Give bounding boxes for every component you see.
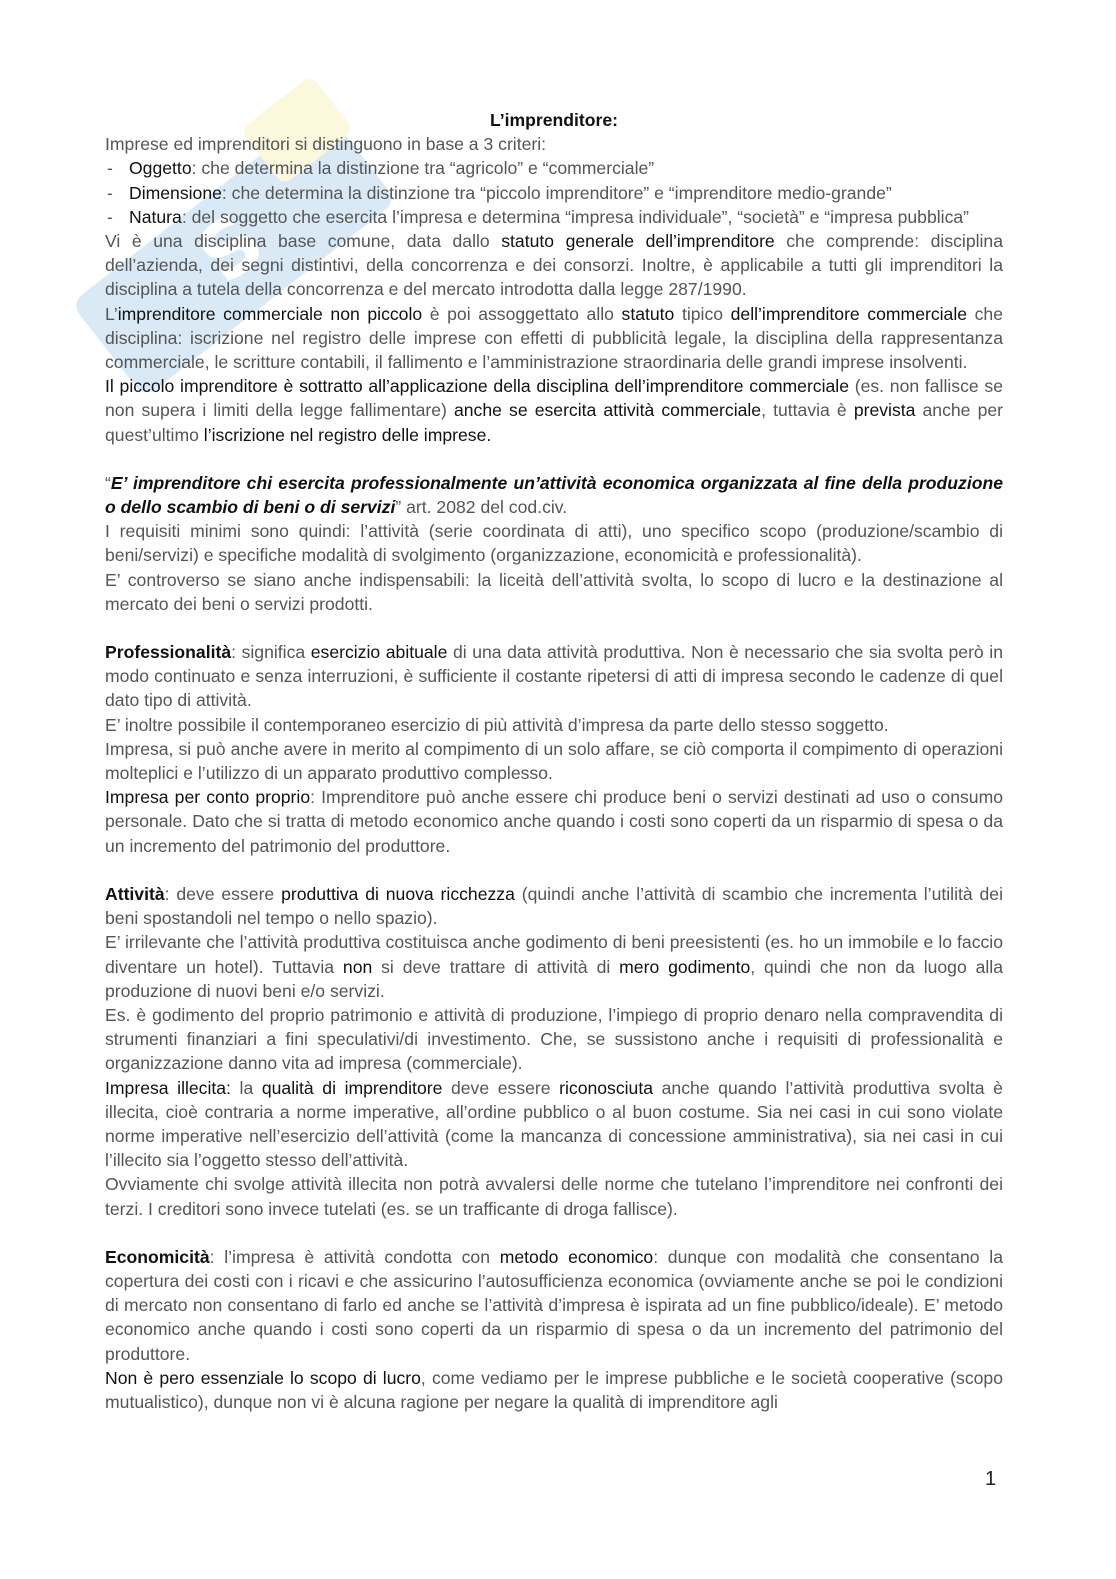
paragraph-scopo-lucro: Non è pero essenziale lo scopo di lucro, come vediamo per le imprese pubbliche e le società cooperative (scopo mutualistico), dunque non vi è alcuna ragione per negare la qualità di imprenditore agli [105, 1367, 1003, 1412]
svg-text:S: S [181, 196, 282, 302]
paragraph-imprenditore-commerciale: L’imprenditore commerciale non piccolo è poi assoggettato allo statuto tipico dell’imprenditore commerciale che disciplina: iscrizione nel registro delle imprese con effetti di pubblicità legale, la disciplina della rappresentanza commerciale, le scritture contabili, il fallimento e l’amministrazione straordinaria delle grandi imprese insolventi. [105, 303, 1003, 373]
criterion-term: Natura [129, 206, 182, 227]
paragraph-statuto-generale: Vi è una disciplina base comune, data dallo statuto generale dell’imprenditore che comprende: disciplina dell’azienda, dei segni distintivi, della concorrenza e dei consorzi. Inoltre, è applicabile a tutti gli imprenditori la disciplina a tutela della concorrenza e del mercato introdotta dalla legge 287/1990. [105, 231, 1003, 300]
paragraph-solo-affare: Impresa, si può anche avere in merito al compimento di un solo affare, se ciò comporta il compimento di operazioni molteplici e l’utilizzo di un apparato produttivo complesso. [105, 738, 1003, 784]
paragraph-conto-proprio: Impresa per conto proprio: Imprenditore può anche essere chi produce beni o servizi destinati ad uso o consumo personale. Dato che si tratta di metodo economico anche quando i costi sono coperti da un risparmio di spesa o da un incremento del patrimonio del produttore. [105, 787, 1004, 856]
paragraph-attivita: Attività: deve essere produttiva di nuova ricchezza (quindi anche l’attività di scambio che incrementa l’utilità dei beni spostandoli nel tempo o nello spazio). [105, 883, 1004, 929]
criterion-text: : del soggetto che esercita l’impresa e determina “impresa individuale”, “società” e “impresa pubblica” [181, 206, 970, 227]
paragraph-controverso: E’ controverso se siano anche indispensabili: la liceità dell’attività svolta, lo scopo di lucro e la destinazione al mercato dei beni o servizi prodotti. [105, 569, 1003, 614]
document-page [105, 108, 1003, 1414]
paragraph-economicita: Economicità: l’impresa è attività condotta con metodo economico: dunque con modalità che consentano la copertura dei costi con i ricavi e che assicurino l’autosufficienza economica (ovviamente anche se poi le condizioni di mercato non consentano di farlo ed anche se l’attività d’impresa è ispirata ad un fine pubblico/ideale). E’ metodo economico anche quando i costi sono coperti da un risparmio di spesa o da un incremento del patrimonio del produttore. [105, 1246, 1003, 1364]
criterion-text: : che determina la distinzione tra “agricolo” e “commerciale” [191, 158, 655, 179]
page-number: 1 [985, 1468, 997, 1490]
paragraph-professionalita: Professionalità: significa esercizio abituale di una data attività produttiva. Non è necessario che sia svolta però in modo continuato e senza interruzioni, è sufficiente il costante ripetersi di atti di impresa secondo le cadenze di quel dato tipo di attività. [105, 642, 1003, 711]
paragraph-creditori: Ovviamente chi svolge attività illecita non potrà avvalersi delle norme che tutelano l’imprenditore nei confronti dei terzi. I creditori sono invece tutelati (es. se un trafficante di droga fallisce). [105, 1174, 1003, 1219]
paragraph-definizione: “E’ imprenditore chi esercita professionalmente un’attività economica organizzata al fine della produzione o dello scambio di beni o di servizi” art. 2082 del cod.civ. [105, 472, 1003, 518]
intro-paragraph: Imprese ed imprenditori si distinguono in base a 3 criteri: [105, 134, 547, 155]
page-title: L’imprenditore: [489, 110, 619, 130]
paragraph-contemporaneo: E’ inoltre possibile il contemporaneo esercizio di più attività d’impresa da parte dello stesso soggetto. [105, 714, 889, 735]
criterion-text: : che determina la distinzione tra “piccolo imprenditore” e “imprenditore medio-grande” [221, 182, 892, 203]
list-item [105, 181, 1003, 205]
criteria-list [105, 156, 1003, 229]
criterion-term: Oggetto [129, 158, 192, 179]
list-item [105, 156, 1003, 180]
paragraph-esempio: Es. è godimento del proprio patrimonio e attività di produzione, l’impiego di proprio denaro nella compravendita di strumenti finanziari a fini speculativi/di investimento. Che, se sussistono anche i requisiti di professionalità e organizzazione danno vita ad impresa (commerciale). [105, 1004, 1003, 1074]
paragraph-piccolo-imprenditore: Il piccolo imprenditore è sottratto all’applicazione della disciplina dell’imprenditore commerciale (es. non fallisce se non supera i limiti della legge fallimentare) anche se esercita attività commerciale, tuttavia è prevista anche per quest’ultimo l’iscrizione nel registro delle imprese. [105, 376, 1003, 445]
criterion-term: Dimensione [129, 182, 222, 203]
paragraph-requisiti: I requisiti minimi sono quindi: l’attività (serie coordinata di atti), uno specifico scopo (produzione/scambio di beni/servizi) e specifiche modalità di svolgimento (organizzazione, economicità e professionalità). [105, 521, 1003, 566]
paragraph-impresa-illecita: Impresa illecita: la qualità di imprenditore deve essere riconosciuta anche quando l’attività produttiva svolta è illecita, cioè contraria a norme imperative, all’ordine pubblico o al buon costume. Sia nei casi in cui sono violate norme imperative nell’esercizio dell’attività (come la mancanza di concessione amministrativa), sia nei casi in cui l’illecito sia l’oggetto stesso dell’attività. [105, 1077, 1003, 1171]
list-item [105, 205, 1003, 229]
paragraph-godimento: E’ irrilevante che l’attività produttiva costituisca anche godimento di beni preesistenti (es. ho un immobile e lo faccio diventare un hotel). Tuttavia non si deve trattare di attività di mero godimento, quindi che non da luogo alla produzione di nuovi beni e/o servizi. [105, 932, 1003, 1001]
